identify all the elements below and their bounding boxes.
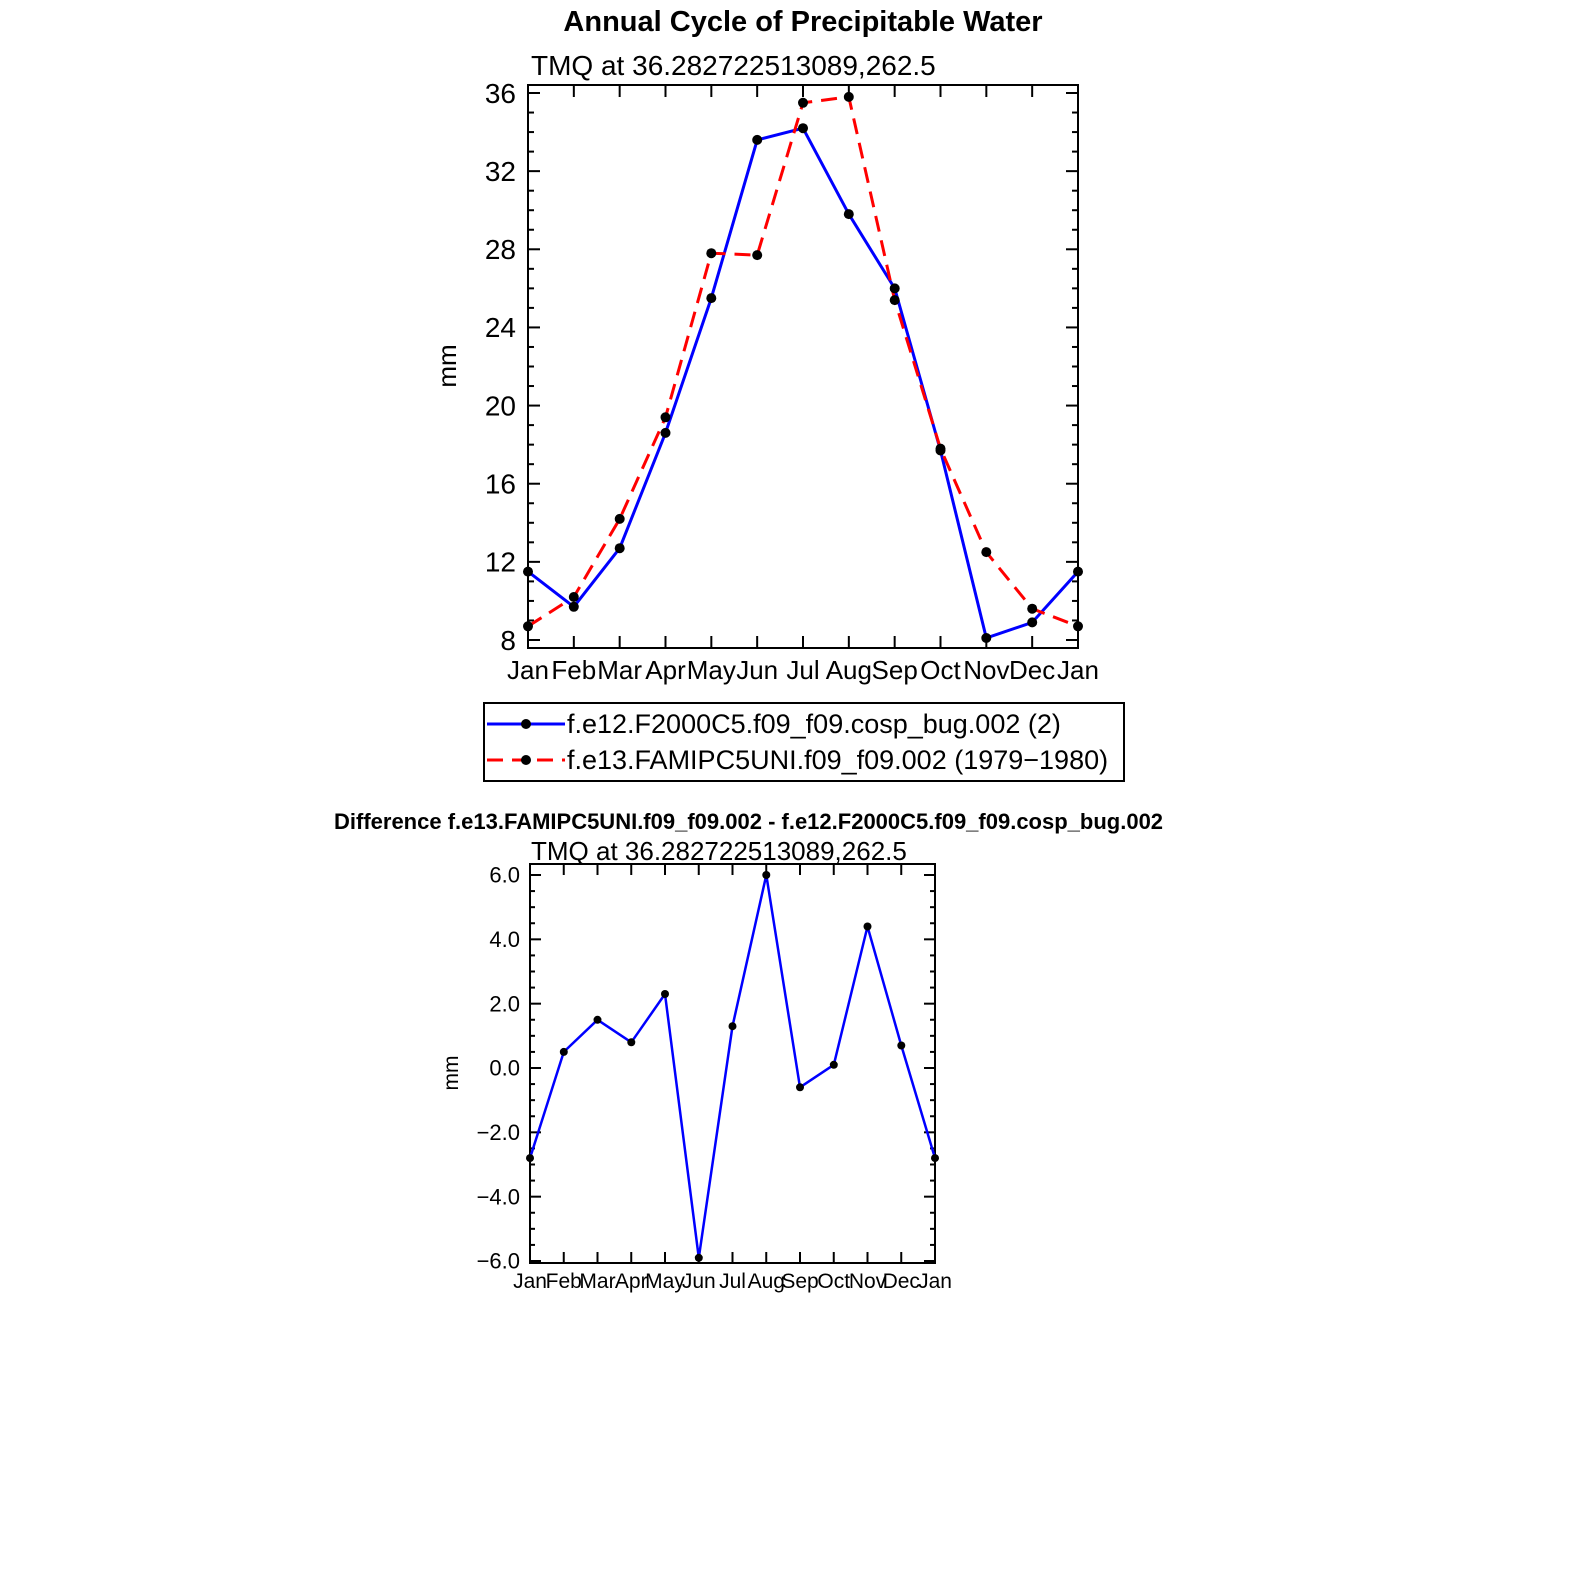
data-point-marker: [526, 1154, 534, 1162]
data-point-marker: [594, 1016, 602, 1024]
series-line-1: [528, 97, 1078, 626]
data-point-marker: [1073, 567, 1083, 577]
data-point-marker: [798, 98, 808, 108]
x-tick-label: Jan: [918, 1270, 952, 1293]
legend-sample-line-dashed: [485, 743, 567, 777]
x-tick-label: Dec: [882, 1270, 920, 1293]
x-tick-label: Nov: [848, 1270, 887, 1293]
legend-label-series2: f.e13.FAMIPC5UNI.f09_f09.002 (1979−1980): [567, 744, 1109, 775]
data-point-marker: [981, 547, 991, 557]
y-tick-labels: [485, 78, 516, 656]
y-tick-label: 24: [484, 312, 516, 344]
x-tick-label: Feb: [545, 1270, 582, 1293]
x-tick-label: Oct: [817, 1270, 851, 1293]
axis-ticks: [528, 85, 1078, 648]
y-tick-label: 20: [484, 390, 516, 422]
data-point-marker: [752, 250, 762, 260]
y-tick-label: 12: [484, 546, 516, 578]
plot-frame: [530, 864, 935, 1263]
x-tick-label: Feb: [551, 655, 597, 685]
x-tick-label: Jun: [736, 655, 779, 685]
x-tick-labels: [513, 1270, 952, 1293]
y-tick-label: −2.0: [476, 1120, 520, 1146]
data-point-marker: [695, 1254, 703, 1262]
data-point-marker: [864, 923, 872, 931]
y-tick-label: 16: [484, 468, 516, 500]
y-tick-label: 28: [484, 234, 516, 266]
x-tick-label: Aug: [825, 655, 872, 685]
data-point-marker: [615, 514, 625, 524]
data-point-marker: [706, 293, 716, 303]
legend-marker-dot: [521, 719, 531, 729]
data-point-marker: [931, 1154, 939, 1162]
x-tick-label: Jan: [507, 655, 549, 685]
data-point-marker: [523, 567, 533, 577]
x-tick-label: Mar: [597, 655, 643, 685]
data-point-marker: [981, 633, 991, 643]
data-point-marker: [569, 592, 579, 602]
chart1-plot: [432, 70, 1140, 690]
x-tick-label: May: [645, 1270, 685, 1293]
data-point-marker: [798, 123, 808, 133]
data-point-marker: [615, 543, 625, 553]
series-markers-0: [526, 871, 939, 1262]
series-markers-1: [523, 92, 1083, 631]
x-tick-label: Jul: [719, 1270, 746, 1293]
y-tick-label: 6.0: [489, 862, 520, 888]
chart2-plot: [440, 830, 1000, 1320]
data-point-marker: [661, 990, 669, 998]
legend-row-series1: [485, 706, 1123, 742]
data-point-marker: [762, 871, 770, 879]
y-tick-label: −6.0: [476, 1248, 520, 1274]
data-point-marker: [706, 248, 716, 258]
data-point-marker: [1027, 604, 1037, 614]
x-tick-label: Apr: [614, 1270, 648, 1293]
x-tick-label: Mar: [579, 1270, 616, 1293]
legend-row-series2: [485, 742, 1123, 778]
data-point-marker: [796, 1083, 804, 1091]
y-tick-label: 36: [484, 77, 516, 109]
data-point-marker: [897, 1042, 905, 1050]
plot-frame: [528, 85, 1078, 648]
x-tick-labels: [507, 655, 1099, 685]
x-tick-label: Jan: [513, 1270, 547, 1293]
y-tick-labels: [477, 863, 520, 1274]
data-point-marker: [523, 621, 533, 631]
chart2-subtitle: TMQ at 36.282722513089,262.5: [531, 836, 907, 866]
x-tick-label: Jul: [786, 655, 820, 685]
data-point-marker: [627, 1038, 635, 1046]
data-point-marker: [661, 412, 671, 422]
data-point-marker: [830, 1061, 838, 1069]
data-point-marker: [890, 283, 900, 293]
chart2-title: Difference f.e13.FAMIPC5UNI.f09_f09.002 - f.e12.F2000C5.f09_f09.cosp_bug.002: [334, 809, 1164, 834]
legend-sample-line-solid: [485, 707, 567, 741]
x-tick-label: May: [686, 655, 736, 685]
x-tick-label: Jan: [1057, 655, 1099, 685]
legend-box: [483, 702, 1125, 782]
series-line-0: [530, 875, 935, 1258]
y-tick-label: 0.0: [489, 1055, 520, 1081]
legend-marker-dot: [521, 755, 531, 765]
y-axis-label: mm: [440, 1055, 463, 1091]
data-point-marker: [569, 602, 579, 612]
y-tick-label: −4.0: [476, 1184, 520, 1210]
x-tick-label: Sep: [781, 1270, 819, 1293]
y-tick-label: 2.0: [489, 991, 520, 1017]
data-point-marker: [1027, 617, 1037, 627]
x-tick-label: Apr: [645, 655, 686, 685]
data-point-marker: [661, 428, 671, 438]
chart1-subtitle: TMQ at 36.282722513089,262.5: [531, 50, 936, 81]
data-point-marker: [844, 92, 854, 102]
data-point-marker: [560, 1048, 568, 1056]
y-tick-label: 4.0: [489, 927, 520, 953]
series-line-0: [528, 128, 1078, 638]
y-axis-label: mm: [432, 344, 462, 388]
y-tick-label: 8: [500, 624, 516, 656]
legend-label-series1: f.e12.F2000C5.f09_f09.cosp_bug.002 (2): [567, 708, 1061, 739]
x-tick-label: Sep: [871, 655, 918, 685]
x-tick-label: Oct: [920, 655, 961, 685]
x-tick-label: Aug: [747, 1270, 785, 1293]
data-point-marker: [936, 444, 946, 454]
data-point-marker: [752, 135, 762, 145]
data-point-marker: [890, 295, 900, 305]
x-tick-label: Jun: [681, 1270, 716, 1293]
data-point-marker: [729, 1022, 737, 1030]
data-point-marker: [844, 209, 854, 219]
x-tick-label: Dec: [1009, 655, 1056, 685]
chart1-title: Annual Cycle of Precipitable Water: [563, 6, 1043, 38]
axis-ticks: [530, 864, 935, 1263]
x-tick-label: Nov: [963, 655, 1010, 685]
y-tick-label: 32: [484, 155, 516, 187]
data-point-marker: [1073, 621, 1083, 631]
